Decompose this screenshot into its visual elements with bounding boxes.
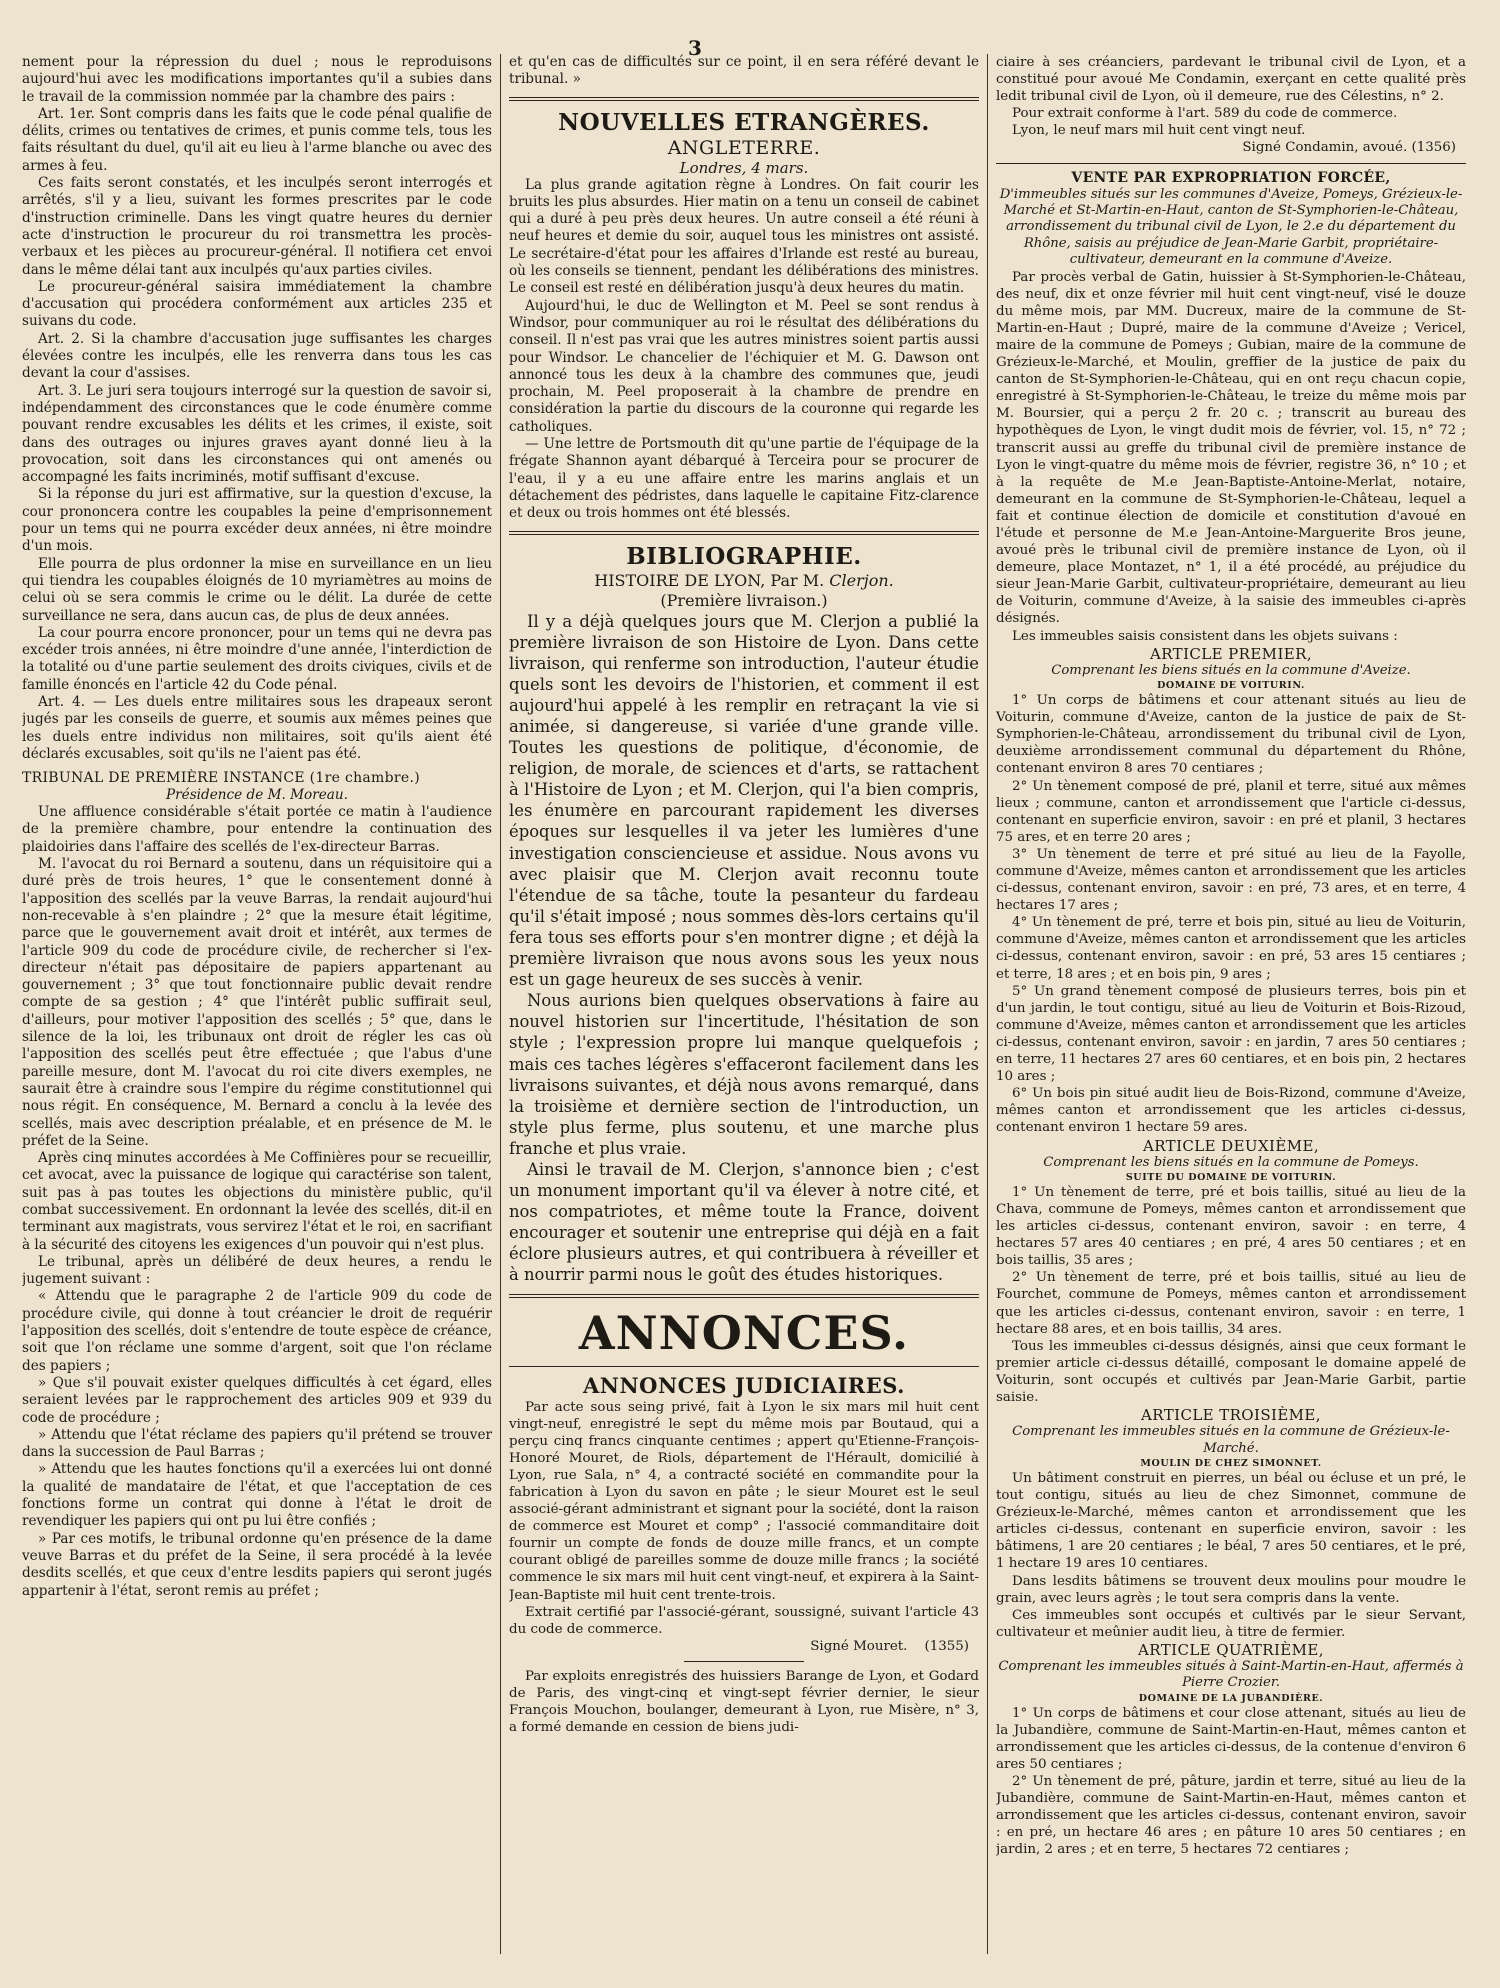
dateline: Londres, 4 mars.	[679, 158, 809, 177]
article-2-domain: SUITE DU DOMAINE DE VOITURIN.	[1125, 1171, 1337, 1183]
paragraph: Pour extrait conforme à l'art. 589 du code de commerce.	[1012, 106, 1398, 122]
bibliographie-heading: BIBLIOGRAPHIE.	[626, 542, 862, 570]
paragraph: Elle pourra de plus ordonner la mise en surveillance en un lieu qui tiendra les coupables éloignés de 10 myriamètres au moins de celui où se sera commis le crime ou le délit. La durée de cette surveillance ne sera, dans aucun cas, de plus de deux années.	[22, 555, 492, 624]
paragraph: La cour pourra encore prononcer, pour un tems qui ne devra pas excéder trois années, ni être moindre d'une année, l'interdiction de la totalité ou d'une partie seulement des droits civiques, civils et de famille énoncés en l'article 42 du Code pénal.	[22, 624, 492, 693]
list-item: Ces immeubles sont occupés et cultivés par le sieur Servant, cultivateur et meûnier audit lieu, à titre de fermier.	[996, 1607, 1466, 1640]
biblio-text	[509, 611, 979, 1286]
list-item: 1° Un corps de bâtimens et cour close attenant, situés au lieu de la Jubandière, commune de Saint-Martin-en-Haut, mêmes canton et arrondissement que les articles ci-dessus, de la contenue d'environ 6 ares 50 centiares ;	[996, 1705, 1466, 1772]
article-4-domain: DOMAINE DE LA JUBANDIÈRE.	[1138, 1692, 1324, 1704]
list-item: 2° Un tènement de terre, pré et bois taillis, situé au lieu de Fourchet, commune de Pomeys, mêmes canton et arrondissement que les articles ci-dessus, contenant environ, savoir : en terre, 1 hectare 88 ares, et en bois taillis, 34 ares.	[996, 1270, 1466, 1337]
list-item: 3° Un tènement de terre et pré situé au lieu de la Fayolle, commune d'Aveize, mêmes canton et arrondissement que les articles ci-dessus, contenant environ, savoir : en pré, 73 ares, et en terre, 4 hectares 17 ares ;	[996, 846, 1466, 914]
article-3-domain: MOULIN DE CHEZ SIMONNET.	[1140, 1457, 1322, 1469]
divider	[996, 163, 1466, 164]
divider	[509, 1366, 979, 1367]
article-1-domain: DOMAINE DE VOITURIN.	[1157, 680, 1305, 692]
paragraph: Lyon, le neuf mars mil huit cent vingt neuf.	[1012, 123, 1306, 139]
paragraph: Le procureur-général saisira immédiatement la chambre d'accusation qui procédera conformément aux articles 235 et suivans du code.	[22, 278, 492, 330]
book-title	[509, 571, 979, 591]
paragraph: ciaire à ses créanciers, pardevant le tribunal civil de Lyon, et a constitué pour avoué Me Condamin, exerçant en cette qualité près ledit tribunal civil de Lyon, où il demeure, rue des Célestins, n° 2.	[996, 55, 1466, 105]
paragraph: » Attendu que l'état réclame des papiers qu'il prétend se trouver dans la succession de Paul Barras ;	[22, 1426, 492, 1461]
book-author: Clerjon.	[829, 570, 894, 590]
article-3-subtitle: Comprenant les immeubles situés en la commune de Grézieux-le-Marché.	[1012, 1424, 1450, 1456]
paragraph: Après cinq minutes accordées à Me Coffinières pour se recueillir, cet avocat, avec la puissance de logique qui caractérise son talent, suit pas à pas toutes les objections du ministère public, qu'il combat successivement. En ordonnant la levée des scellés, dit-il en terminant aux magistrats, vous servirez l'état et le roi, en sacrifiant à la sécurité des citoyens les exigences d'un pouvoir qui n'est plus.	[22, 1150, 492, 1253]
ad-reference: (1355)	[924, 1638, 969, 1654]
column-1	[22, 54, 492, 1954]
tribunal-text	[22, 804, 492, 1600]
signature: Signé Condamin, avoué. (1356)	[1242, 140, 1456, 156]
column-3	[996, 54, 1466, 1954]
list-item: 5° Un grand tènement composé de plusieurs terres, bois pin et d'un jardin, le tout contigu, situé au lieu de Voiturin et Bois-Rizoud, commune d'Aveize, mêmes canton et arrondissement que les articles ci-dessus, contenant environ, savoir : en jardin, 7 ares 50 centiares ; en terre, 11 hectares 27 ares 60 centiares, et en bois pin, 2 hectares 10 ares ;	[996, 983, 1466, 1085]
paragraph: » Attendu que les hautes fonctions qu'il a exercées lui ont donné la qualité de mandataire de l'état, et que l'acceptation de ces fonctions forme un contrat qui donne à l'état le droit de revendiquer les papiers qui ont pu lui être confiés ;	[22, 1461, 492, 1530]
paragraph: Une affluence considérable s'était portée ce matin à l'audience de la première chambre, pour entendre la continuation des plaidoiries dans l'affaire des scellés de l'ex-directeur Barras.	[22, 804, 492, 855]
list-item: 1° Un tènement de terre, pré et bois taillis, situé au lieu de la Chava, commune de Pomeys, mêmes canton et arrondissement que les articles ci-dessus, contenant environ, savoir : en terre, 4 hectares 57 ares 40 centiares ; en pré, 4 ares 50 centiares ; et en bois taillis, 35 ares ;	[996, 1184, 1466, 1269]
paragraph: » Que s'il pouvait exister quelques difficultés à cet égard, elles seraient levées par le rapprochement des articles 909 et 939 du code de procédure ;	[22, 1374, 492, 1426]
article-2-subtitle: Comprenant les biens situés en la commune de Pomeys.	[1043, 1154, 1419, 1170]
tribunal-heading: TRIBUNAL DE PREMIÈRE INSTANCE (1re chambre.)	[22, 770, 420, 787]
article-4-subtitle: Comprenant les immeubles situés à Saint-Martin-en-Haut, affermés à Pierre Crozier.	[998, 1658, 1464, 1691]
list-item: Dans lesdits bâtimens se trouvent deux moulins pour moudre le grain, avec leurs agrès ; le tout sera compris dans la vente.	[996, 1573, 1466, 1606]
paragraph: Art. 2. Si la chambre d'accusation juge suffisantes les charges élevées contre les inculpés, elle les renverra dans tous les cas devant la cour d'assises.	[22, 330, 492, 382]
divider	[509, 1294, 979, 1298]
article-4-heading: ARTICLE QUATRIÈME,	[1138, 1640, 1324, 1659]
paragraph: Il y a déjà quelques jours que M. Clerjon a publié la première livraison de son Histoire de Lyon. Dans cette livraison, qui renferme son introduction, l'auteur étudie quels sont les devoirs de l'historien, et comment il est aujourd'hui appelé à les remplir en retraçant la vie si animée, si dangereuse, si variée d'une grande ville. Toutes les questions de politique, d'économie, de religion, de morale, de sciences et d'arts, se rattachent à l'Histoire de Lyon ; et M. Clerjon, qui l'a bien compris, les énumère en parcourant rapidement les diverses époques sur lesquelles il va jeter les lumières d'une investigation consciencieuse et assidue. Nous avons vu avec plaisir que M. Clerjon avait reconnu toute l'étendue de sa tâche, toute la pesanteur du fardeau qu'il s'était imposé ; nous sommes dès-lors certains qu'il fera tous ses efforts pour s'en montrer digne ; et déjà la première livraison que nous avons sous les yeux nous est un gage heureux de ses succès à venir.	[509, 611, 979, 990]
paragraph: Par procès verbal de Gatin, huissier à St-Symphorien-le-Château, des neuf, dix et onze février mil huit cent vingt-neuf, visé le douze du même mois, par MM. Ducreux, maire de la commune de St-Martin-en-Haut ; Dupré, maire de la commune d'Aveize ; Vericel, maire de la commune de Pomeys ; Gubian, maire de la commune de Grézieux-le-Marché, et Moulin, greffier de la justice de paix du canton de St-Symphorien-le-Château, qui en ont reçu chacun copie, enregistré à St-Symphorien-le-Château, le treize du même mois par M. Boursier, qui a perçu 2 fr. 20 c. ; transcrit au bureau des hypothèques de Lyon, le vingt dudit mois de février, vol. 15, n° 72 ; transcrit aussi au greffe du tribunal civil de première instance de Lyon le vingt-quatre du même mois de février, registre 36, n° 10 ; et à la requête de M.e Jean-Baptiste-Antoine-Merlat, notaire, demeurant en la commune de St-Symphorien-le-Château, lequel a fait et continue élection de domicile et constitution d'avoué en l'étude et personne de M.e Jean-Antoine-Marguerite Bros jeune, avoué près le tribunal civil de première instance de Lyon, où il demeure, place Montazet, n° 1, il a été procédé, au préjudice du sieur Jean-Marie Garbit, cultivateur-propriétaire, demeurant au lieu de Voiturin, commune d'Aveize, à la saisie des immeubles ci-après désignés.	[996, 269, 1466, 627]
paragraph: et qu'en cas de difficultés sur ce point, il en sera référé devant le tribunal. »	[509, 54, 979, 88]
paragraph: — Une lettre de Portsmouth dit qu'une partie de l'équipage de la frégate Shannon ayant débarqué à Terceira pour se procurer de l'eau, il y a eu une affaire entre les marins anglais et un détachement des pédristes, dans laquelle le capitaine Fitz-clarence et deux ou trois hommes ont été blessés.	[509, 436, 979, 522]
column-2	[509, 54, 979, 1954]
paragraph: Par exploits enregistrés des huissiers Barange de Lyon, et Godard de Paris, des vingt-cinq et vingt-sept février dernier, le sieur François Mouchon, boulanger, demeurant à Lyon, rue Misère, n° 3, a formé demande en cession de biens judi-	[509, 1668, 979, 1736]
columns	[22, 54, 1478, 1954]
paragraph: Le tribunal, après un délibéré de deux heures, a rendu le jugement suivant :	[22, 1253, 492, 1288]
nouvelles-heading: NOUVELLES ETRANGÈRES.	[558, 108, 930, 136]
annonces-text	[509, 1399, 979, 1737]
paragraph: Aujourd'hui, le duc de Wellington et M. Peel se sont rendus à Windsor, pour communiquer au roi le résultat des délibérations du conseil. Il n'est pas vrai que les autres ministres soient partis aussi pour Windsor. Le chancelier de l'échiquier et M. G. Dawson ont annoncé tous les deux à la chambre des communes que, jeudi prochain, M. Peel proposerait à la chambre de prendre en considération la partie du discours de la couronne qui regarde les catholiques.	[509, 297, 979, 435]
paragraph: La plus grande agitation règne à Londres. On fait courir les bruits les plus absurdes. Hier matin on a tenu un conseil de cabinet qui a duré à peu près deux heures. Un autre conseil a été réuni à neuf heures et demie du soir, auquel tous les ministres ont assisté. Le secrétaire-d'état pour les affaires d'Irlande est resté au bureau, où les conseils se tiennent, pendant les délibérations des ministres. Le conseil est resté en délibération jusqu'à deux heures du matin.	[509, 176, 979, 297]
paragraph: « Attendu que le paragraphe 2 de l'article 909 du code de procédure civile, qui donne à tout créancier le droit de requérir l'apposition des scellés, doit s'entendre de toute espèce de créance, soit que l'on réclame une somme d'argent, soit que l'on réclame des papiers ;	[22, 1288, 492, 1374]
news-text	[509, 177, 979, 523]
paragraph: Si la réponse du juri est affirmative, sur la question d'excuse, la cour prononcera contre les coupables la peine d'emprisonnement pour un tems qui ne pourra excéder deux années, ni être moindre d'un mois.	[22, 486, 492, 555]
paragraph: Extrait certifié par l'associé-gérant, soussigné, suivant l'article 43 du code de commerce.	[509, 1604, 979, 1637]
paragraph: Par acte sous seing privé, fait à Lyon le six mars mil huit cent vingt-neuf, enregistré le sept du même mois par Boutaud, qui a perçu cinq francs cinquante centimes ; appert qu'Etienne-François-Honoré Mouret, de Riols, département de l'Hérault, domicilié à Lyon, rue Sala, n° 4, a contracté société en commandite pour la fabrication à Lyon du savon en pâte ; le sieur Mouret est le seul associé-gérant administrant et signant pour la société, dont la raison de commerce est Mouret et comp° ; l'associé commanditaire doit fournir un compte de fonds de douze mille francs, et un compte courant obligé de pareilles somme de douze mille francs ; la société commence le six mars mil huit cent vingt-neuf, et expirera à la Saint-Jean-Baptiste mil huit cent trente-trois.	[509, 1399, 979, 1603]
column-rule	[987, 54, 988, 1954]
paragraph: nement pour la répression du duel ; nous le reproduisons aujourd'hui avec les modifications importantes qu'il a subies dans le travail de la commission nommée par la chambre des pairs :	[22, 54, 492, 105]
paragraph: Art. 1er. Sont compris dans les faits que le code pénal qualifie de délits, crimes ou tentatives de crimes, et punis comme tels, tous les faits résultant du duel, qu'il ait eu lieu à l'arme blanche ou avec des armes à feu.	[22, 105, 492, 174]
list-item: 4° Un tènement de pré, terre et bois pin, situé au lieu de Voiturin, commune d'Aveize, mêmes canton et arrondissement que les articles ci-dessus, contenant environ, savoir : en pré, 53 ares 15 centiares ; et terre, 18 ares ; et en bois pin, 9 ares ;	[996, 915, 1466, 982]
list-item: 1° Un corps de bâtimens et cour attenant situés au lieu de Voiturin, commune d'Aveize, canton de la justice de paix de St-Symphorien-le-Château, arrondissement du tribunal civil de Lyon, deuxième arrondissement communal du département du Rhône, contenant environ 8 ares 70 centiares ;	[996, 693, 1466, 777]
vente-subtitle: D'immeubles situés sur les communes d'Aveize, Pomeys, Grézieux-le-Marché et St-Martin-en-Haut, canton de St-Symphorien-le-Château, arrondissement du tribunal civil de Lyon, le 2.e du département du Rhône, saisis au préjudice de Jean-Marie Garbit, propriétaire-cultivateur, demeurant en la commune d'Aveize.	[999, 186, 1463, 268]
list-item: 2° Un tènement composé de pré, planil et terre, situé aux mêmes lieux ; commune, canton et arrondissement que l'article ci-dessus, contenant en superficie environ, savoir : en pré et planil, 3 hectares 75 ares, et en terre 20 ares ;	[996, 778, 1466, 845]
divider	[509, 531, 979, 535]
list-item: 2° Un tènement de pré, pâture, jardin et terre, situé au lieu de la Jubandière, commune de Saint-Martin-en-Haut, mêmes canton et arrondissement que les articles ci-dessus, contenant environ, savoir : en pré, un hectare 46 ares ; en pâture 10 ares 50 centiares ; en jardin, 2 ares ; et en terre, 5 hectares 72 centiares ;	[996, 1774, 1466, 1858]
paragraph: M. l'avocat du roi Bernard a soutenu, dans un réquisitoire qui a duré près de trois heures, 1° que le consentement donné à l'apposition des scellés par la veuve Barras, la rendait aujourd'hui non-recevable à s'en plaindre ; 2° que la mesure était légitime, parce que le gouvernement avait droit et intérêt, aux termes de l'article 909 du code de procédure civile, de rechercher si l'ex-directeur n'était pas dépositaire de papiers appartenant au gouvernement ; 3° que tout fonctionnaire public devait rendre compte de sa gestion ; 4° que l'intérêt public suffirait seul, d'ailleurs, pour motiver l'apposition des scellés ; 5° que, dans le silence de la loi, les tribunaux ont droit de régler les cas où l'apposition des scellés peut être effectuée ; que l'abus d'une pareille mesure, dont M. l'avocat du roi cite divers exemples, ne saurait être à craindre sous l'empire du régime constitutionnel qui nous régit. En conséquence, M. Bernard a conclu à la levée des scellés, mais avec description préalable, et en présence de M. le préfet de la Seine.	[22, 856, 492, 1149]
book-title-text: HISTOIRE DE LYON, Par M.	[594, 570, 830, 590]
paragraph: » Par ces motifs, le tribunal ordonne qu'en présence de la dame veuve Barras et du préfet de la Seine, il sera procédé à la levée desdits scellés, et que ceux d'entre lesdits papiers qui seront jugés appartenir à l'état, seront remis au préfet ;	[22, 1530, 492, 1599]
article-2-heading: ARTICLE DEUXIÈME,	[1143, 1136, 1319, 1155]
article-1-subtitle: Comprenant les biens situés en la commune d'Aveize.	[1051, 662, 1411, 678]
annonces-heading: ANNONCES.	[578, 1305, 910, 1360]
tribunal-presidence: Présidence de M. Moreau.	[166, 787, 348, 804]
article-3-heading: ARTICLE TROISIÈME,	[1141, 1406, 1321, 1425]
list-item: Tous les immeubles ci-dessus désignés, ainsi que ceux formant le premier article ci-dessus détaillé, composant le domaine appelé de Voiturin, sont occupés et cultivés par Jean-Marie Garbit, partie saisie.	[996, 1338, 1466, 1406]
signature-line	[509, 1638, 979, 1655]
paragraph: Ainsi le travail de M. Clerjon, s'annonce bien ; c'est un monument important qu'il va élever à notre cité, et nos compatriotes, et même toute la France, doivent encourager et soutenir une entreprise qui déjà en a fait éclore plusieurs autres, et qui contribuera à réveiller et à nourrir parmi nous le goût des études historiques.	[509, 1159, 979, 1285]
page-number: 3	[688, 36, 702, 60]
paragraph: Les immeubles saisis consistent dans les objets suivans :	[1012, 628, 1398, 644]
divider	[509, 97, 979, 101]
column-rule	[500, 54, 501, 1954]
paragraph: Ces faits seront constatés, et les inculpés seront interrogés et arrêtés, s'il y a lieu, suivant les formes prescrites par le code d'instruction criminelle. Dans les vingt quatre heures du dernier acte d'instruction le procureur du roi transmettra les procès-verbaux et les pièces au procureur-général. Il notifiera cet envoi dans le même délai tant aux inculpés qu'aux parties civiles.	[22, 175, 492, 278]
article-1-heading: ARTICLE PREMIER,	[1150, 644, 1312, 663]
angleterre-heading: ANGLETERRE.	[667, 136, 821, 159]
paragraph: Art. 4. — Les duels entre militaires sous les drapeaux seront jugés par les conseils de guerre, et soumis aux mêmes peines que les duels entre individus non militaires, soit qu'ils aient été déclarés excusables, soit qu'ils ne l'aient pas été.	[22, 693, 492, 762]
list-item: 6° Un bois pin situé audit lieu de Bois-Rizond, commune d'Aveize, mêmes canton et arrondissement que les articles ci-dessus, contenant environ 1 hectare 59 ares.	[996, 1086, 1466, 1136]
duel-law-text	[22, 54, 492, 763]
book-subtitle: (Première livraison.)	[660, 590, 828, 610]
paragraph: Art. 3. Le juri sera toujours interrogé sur la question de savoir si, indépendamment des circonstances que le code énumère comme pouvant rendre excusables les délits et les crimes, il existe, soit dans des outrages ou injures graves ayant donné lieu à la provocation, soit dans les circonstances qui ont amenés ou accompagné les faits incriminés, motif suffisant d'excuse.	[22, 382, 492, 486]
annonces-judiciaires-heading: ANNONCES JUDICIAIRES.	[583, 1372, 905, 1398]
paragraph: Nous aurions bien quelques observations à faire au nouvel historien sur l'incertitude, l'hésitation de son style ; l'expression propre lui manque quelquefois ; mais ces taches légères s'effaceront facilement dans les livraisons suivantes, et déjà nous avons remarqué, dans la troisième et dernière section de l'introduction, un style plus ferme, plus soutenu, et une marche plus franche et plus vraie.	[509, 991, 979, 1158]
divider	[684, 1661, 804, 1662]
list-item: Un bâtiment construit en pierres, un béal ou écluse et un pré, le tout contigu, situés au lieu de chez Simonnet, commune de Grézieux-le-Marché, mêmes canton et arrondissement que les articles ci-dessus, contenant en superficie environ, savoir : les bâtimens, 1 are 20 centiares ; le béal, 7 ares 50 centiares, et le pré, 1 hectare 19 ares 10 centiares.	[996, 1470, 1466, 1572]
signature: Signé Mouret.	[810, 1638, 908, 1654]
vente-heading: VENTE PAR EXPROPRIATION FORCÉE,	[1071, 169, 1391, 186]
